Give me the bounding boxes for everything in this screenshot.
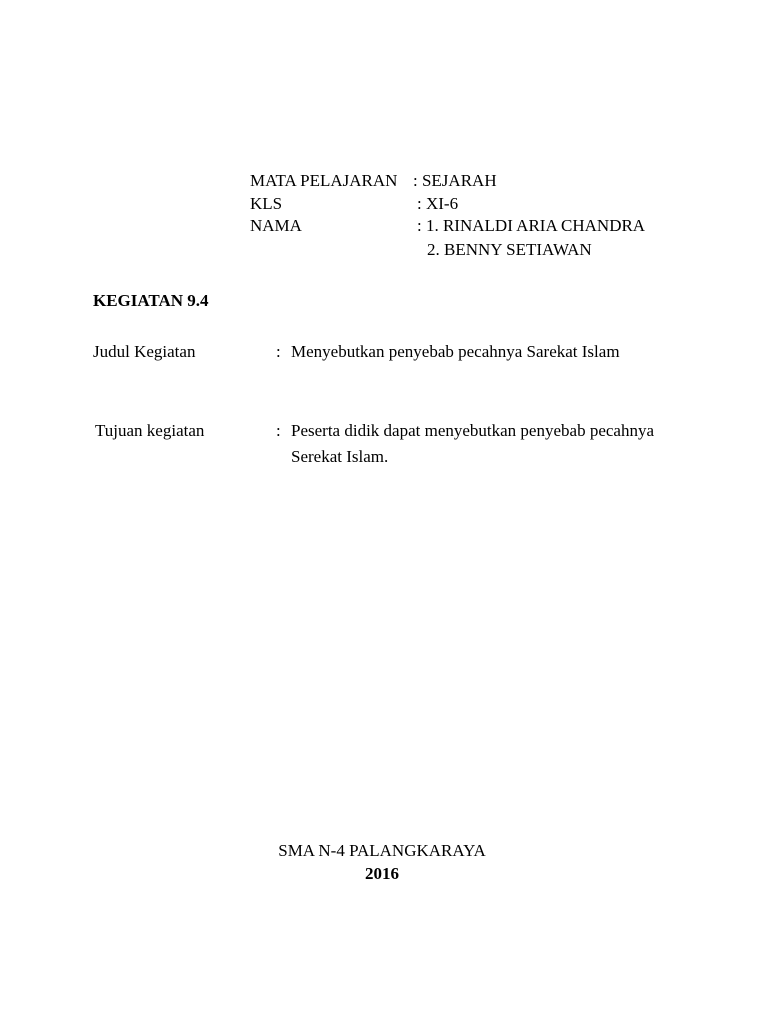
school-year: 2016	[365, 864, 399, 883]
judul-label: Judul Kegiatan	[93, 342, 196, 361]
judul-value: Menyebutkan penyebab pecahnya Sarekat Islam	[291, 342, 620, 361]
name-value-1: : 1. RINALDI ARIA CHANDRA	[417, 216, 646, 235]
judul-colon: :	[276, 342, 281, 361]
class-label: KLS	[250, 194, 283, 213]
school-name: SMA N-4 PALANGKARAYA	[278, 841, 486, 860]
class-value: : XI-6	[417, 194, 459, 213]
name-value-2: 2. BENNY SETIAWAN	[427, 240, 592, 259]
subject-label: MATA PELAJARAN	[250, 171, 398, 190]
tujuan-label: Tujuan kegiatan	[95, 421, 205, 440]
tujuan-colon: :	[276, 421, 281, 440]
subject-value: : SEJARAH	[413, 171, 497, 190]
name-label: NAMA	[250, 216, 302, 235]
activity-title: KEGIATAN 9.4	[93, 291, 209, 310]
tujuan-value: Peserta didik dapat menyebutkan penyebab pecahnya Serekat Islam.	[291, 421, 655, 466]
